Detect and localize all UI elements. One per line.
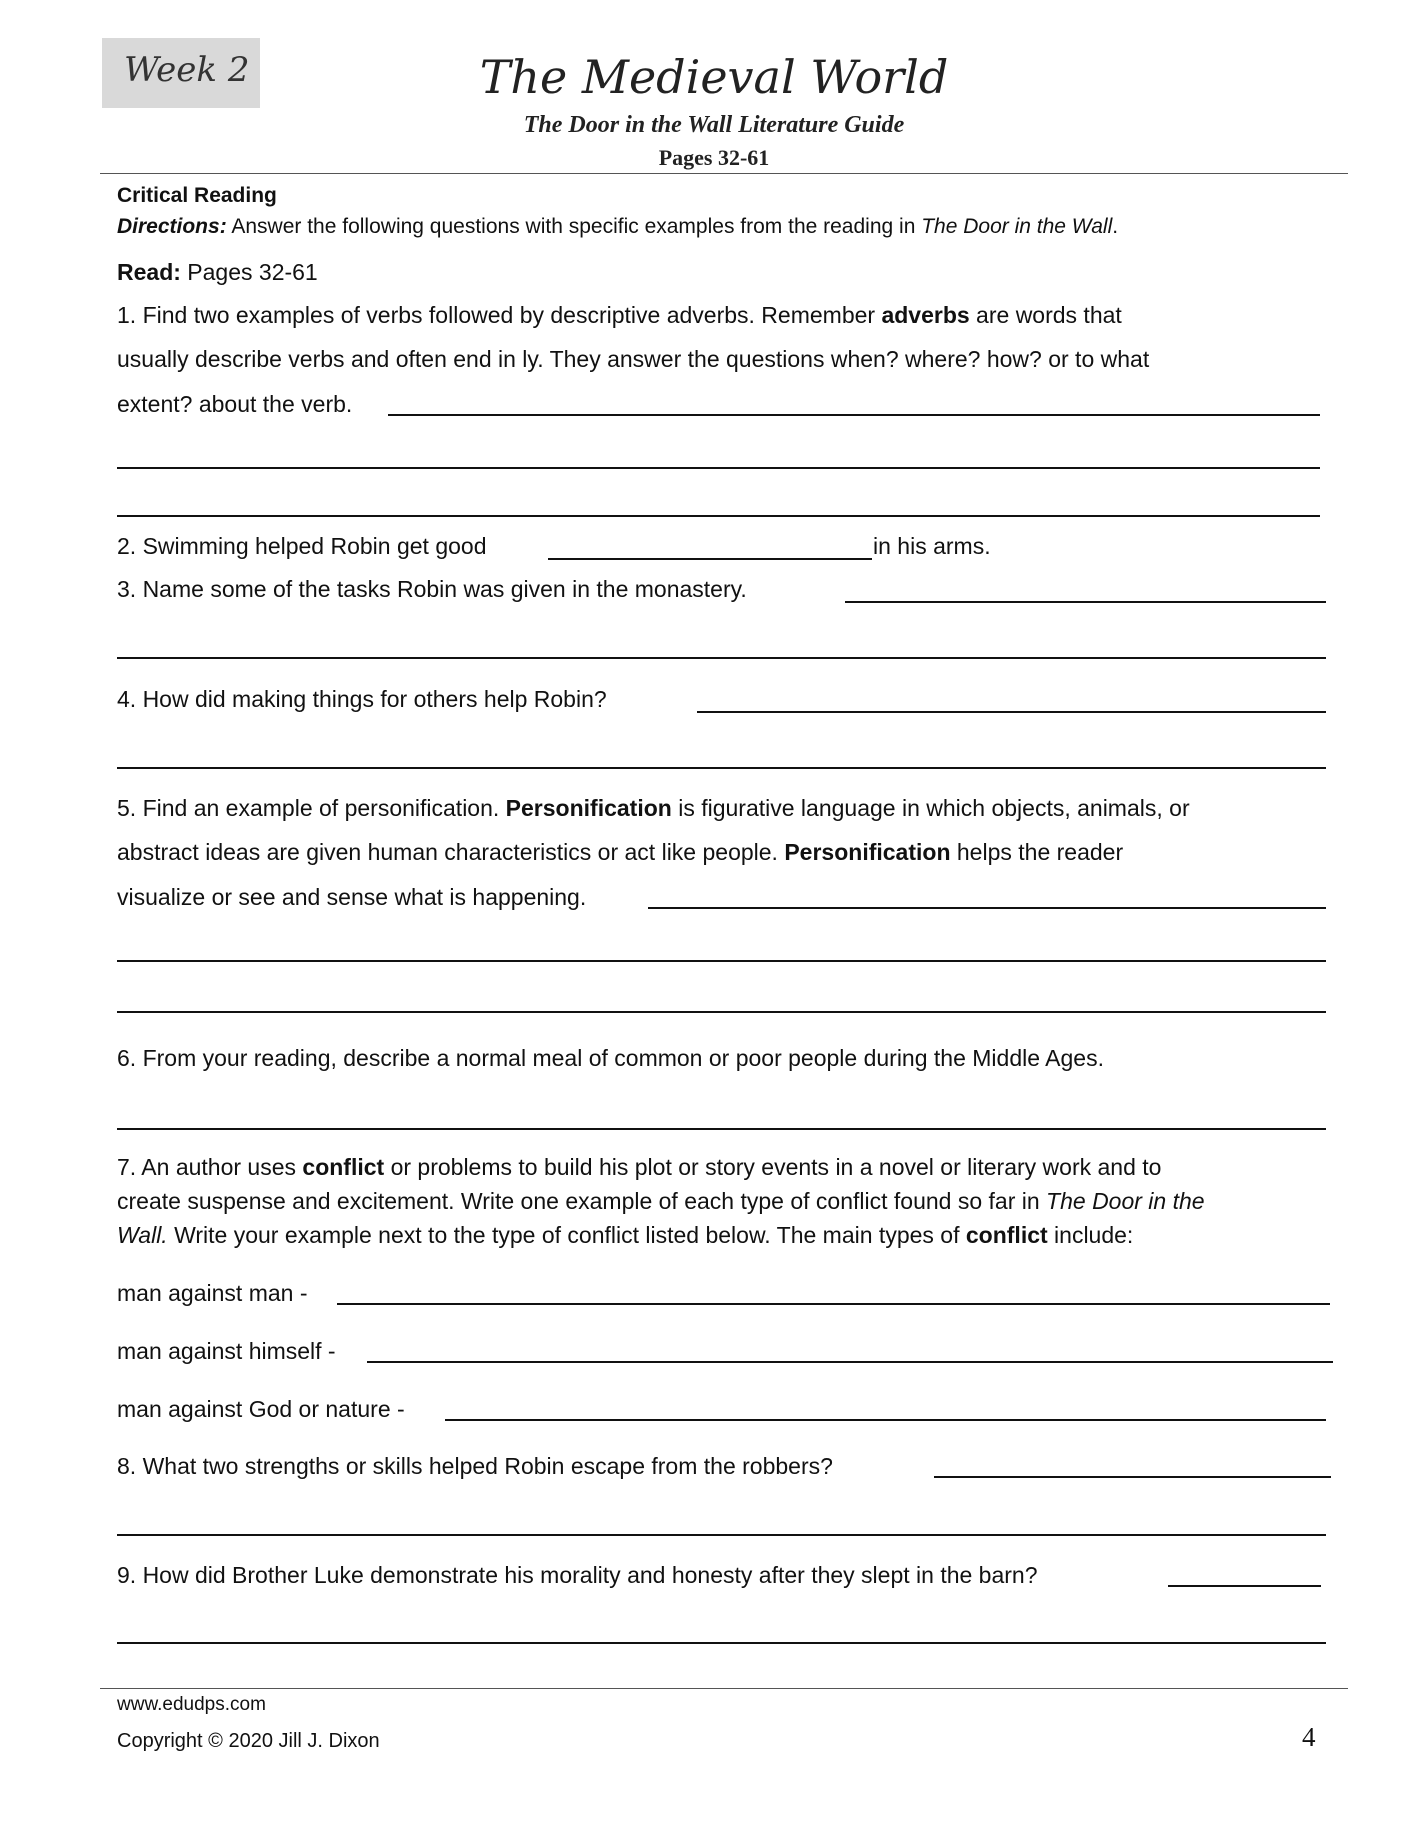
read-label: Read: — [117, 259, 181, 285]
header-divider — [100, 173, 1348, 174]
q7-text-c: or problems to build his plot or story events in a novel or literary work and to — [384, 1154, 1162, 1180]
q4-answer-line[interactable] — [697, 711, 1326, 713]
q5-answer-line[interactable] — [117, 960, 1326, 962]
conflict-answer-line[interactable] — [337, 1303, 1330, 1305]
page-range: Pages 32-61 — [658, 145, 770, 170]
footer-url[interactable]: www.edudps.com — [117, 1694, 266, 1715]
q7-line-3 — [117, 1221, 1133, 1249]
q9-answer-line[interactable] — [117, 1642, 1326, 1644]
q7-term: conflict — [965, 1222, 1048, 1248]
q5-term: Personification — [505, 795, 672, 821]
q2-text-b: in his arms. — [873, 533, 991, 559]
q8-text: 8. What two strengths or skills helped Robin escape from the robbers? — [117, 1453, 833, 1479]
q9-answer-line[interactable] — [1168, 1585, 1321, 1587]
q3-text: 3. Name some of the tasks Robin was given in the monastery. — [117, 576, 747, 602]
q5-answer-line[interactable] — [648, 907, 1326, 909]
conflict-man-vs-man: man against man - — [117, 1280, 308, 1306]
q1-term: adverbs — [881, 302, 970, 328]
q7-line-2 — [117, 1187, 1205, 1215]
q5-text-d: abstract ideas are given human characteristics or act like people. — [117, 839, 785, 865]
q7-book-title: The Door in the — [1046, 1188, 1205, 1214]
directions-text: Answer the following questions with specific examples from the reading in — [226, 215, 922, 238]
q1-line-3: extent? about the verb. — [117, 391, 353, 417]
conflict-man-vs-himself: man against himself - — [117, 1338, 336, 1364]
read-pages: Pages 32-61 — [180, 259, 318, 285]
conflict-answer-line[interactable] — [367, 1361, 1333, 1363]
q4-text: 4. How did making things for others help Robin? — [117, 686, 607, 712]
directions-label: Directions: — [117, 215, 227, 238]
q1-text-a: 1. Find two examples of verbs followed by descriptive adverbs. Remember — [117, 302, 882, 328]
q1-answer-line[interactable] — [117, 515, 1320, 517]
q5-text-a: 5. Find an example of personification. — [117, 795, 506, 821]
page-number: 4 — [1302, 1722, 1316, 1752]
q3-answer-line[interactable] — [117, 657, 1326, 659]
footer-copyright: Copyright © 2020 Jill J. Dixon — [117, 1730, 380, 1752]
q7-term: conflict — [302, 1154, 385, 1180]
q6-text: 6. From your reading, describe a normal meal of common or poor people during the Middle Ages. — [117, 1045, 1104, 1071]
q6-answer-line[interactable] — [117, 1128, 1326, 1130]
q5-text-f: helps the reader — [950, 839, 1124, 865]
q4-answer-line[interactable] — [117, 767, 1326, 769]
conflict-man-vs-nature: man against God or nature - — [117, 1396, 405, 1422]
q7-line-1 — [117, 1153, 1161, 1181]
q7-text-i: include: — [1047, 1222, 1134, 1248]
page-title: The Medieval World — [479, 50, 949, 104]
q5-term: Personification — [784, 839, 951, 865]
q1-line-1 — [117, 301, 1122, 329]
q8-answer-line[interactable] — [934, 1476, 1331, 1478]
directions — [117, 213, 1118, 241]
guide-subtitle: The Door in the Wall Literature Guide — [523, 112, 905, 138]
q8-answer-line[interactable] — [117, 1534, 1326, 1536]
q5-line-1 — [117, 794, 1190, 822]
q7-text-a: 7. An author uses — [117, 1154, 303, 1180]
q9-text: 9. How did Brother Luke demonstrate his morality and honesty after they slept in the barn? — [117, 1562, 1038, 1588]
q5-line-2 — [117, 838, 1123, 866]
q1-line-2: usually describe verbs and often end in ly. They answer the questions when? where? how? or to what — [117, 346, 1150, 372]
q2-blank[interactable] — [548, 558, 872, 560]
q5-text-c: is figurative language in which objects, animals, or — [671, 795, 1190, 821]
q7-text-g: Write your example next to the type of conflict listed below. The main types of — [167, 1222, 966, 1248]
directions-book: The Door in the Wall — [921, 215, 1113, 238]
q1-text-c: are words that — [969, 302, 1122, 328]
q7-text-d: create suspense and excitement. Write one example of each type of conflict found so far in — [117, 1188, 1047, 1214]
q1-answer-line[interactable] — [117, 467, 1320, 469]
q5-answer-line[interactable] — [117, 1011, 1326, 1013]
conflict-answer-line[interactable] — [445, 1419, 1326, 1421]
q2-text-a: 2. Swimming helped Robin get good — [117, 533, 487, 559]
read-assignment — [117, 258, 318, 286]
q1-answer-line[interactable] — [388, 414, 1320, 416]
section-heading: Critical Reading — [117, 184, 277, 207]
footer-divider — [100, 1688, 1348, 1689]
q5-line-3: visualize or see and sense what is happening. — [117, 884, 587, 910]
directions-end: . — [1112, 215, 1119, 238]
week-label: Week 2 — [124, 50, 250, 90]
q7-book-title-end: Wall. — [117, 1222, 168, 1248]
q3-answer-line[interactable] — [845, 601, 1326, 603]
